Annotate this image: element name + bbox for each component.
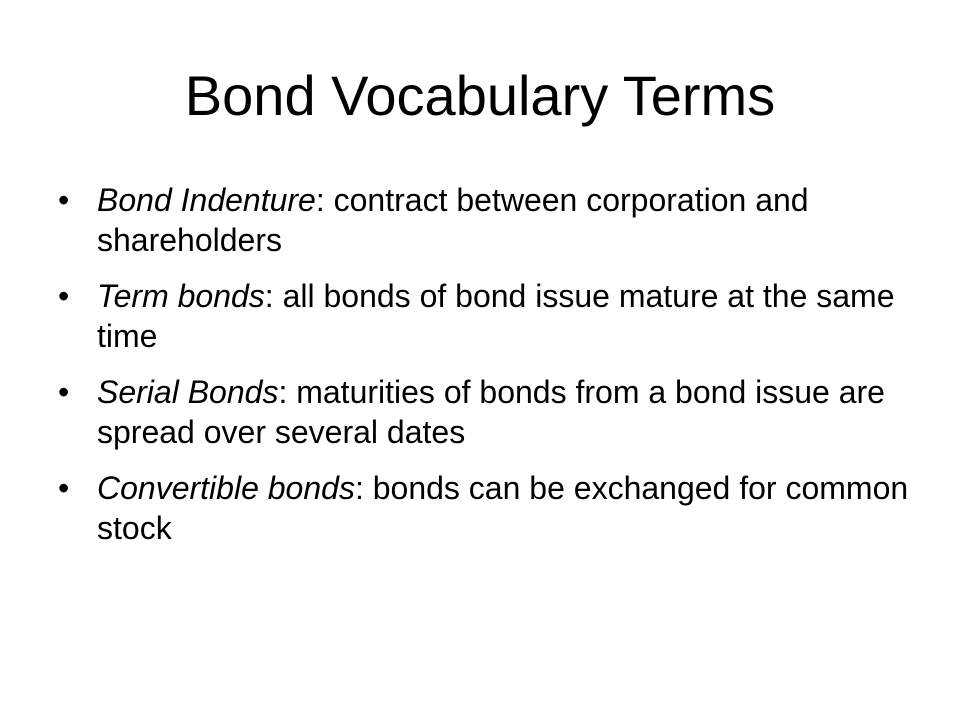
bullet-marker: • bbox=[58, 278, 70, 314]
bullet-marker: • bbox=[58, 470, 70, 506]
bullet-marker: • bbox=[58, 374, 70, 410]
bullet-list bbox=[58, 180, 918, 564]
slide-title: Bond Vocabulary Terms bbox=[184, 64, 776, 127]
bullet-item-bond-indenture bbox=[58, 180, 918, 260]
bullet-term: Term bonds bbox=[97, 278, 265, 314]
bullet-term: Serial Bonds bbox=[97, 374, 279, 410]
bullet-item-term-bonds bbox=[58, 276, 918, 356]
bullet-definition: : contract between corporation and shareholders bbox=[97, 182, 809, 258]
bullet-definition: : maturities of bonds from a bond issue are spread over several dates bbox=[97, 374, 885, 450]
bullet-item-convertible-bonds bbox=[58, 468, 918, 548]
bullet-definition: : all bonds of bond issue mature at the same time bbox=[97, 278, 895, 354]
bullet-item-serial-bonds bbox=[58, 372, 918, 452]
bullet-term: Bond Indenture bbox=[97, 182, 316, 218]
bullet-term: Convertible bonds bbox=[97, 470, 355, 506]
bullet-marker: • bbox=[58, 182, 70, 218]
bullet-definition: : bonds can be exchanged for common stock bbox=[97, 470, 909, 546]
